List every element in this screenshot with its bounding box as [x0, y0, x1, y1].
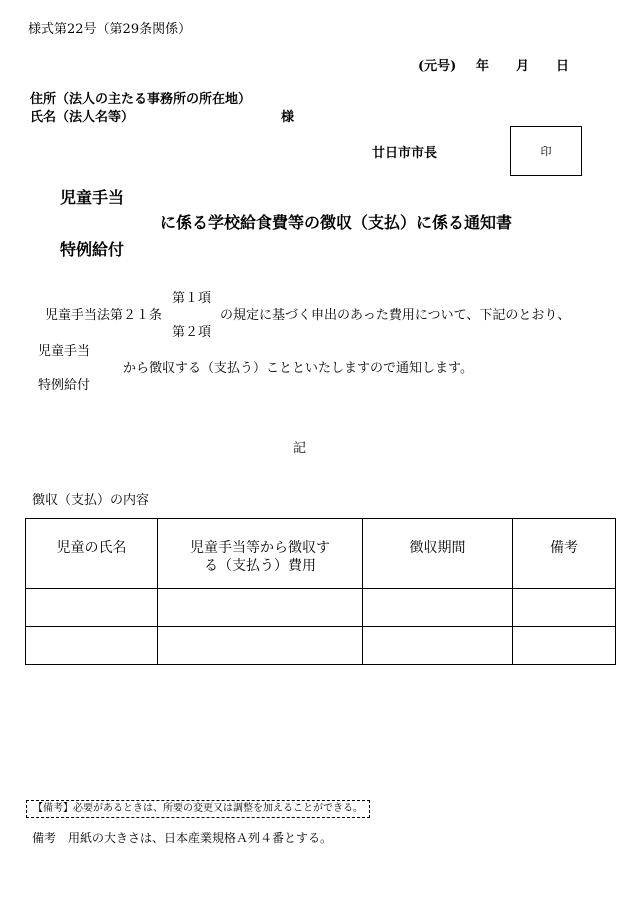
cell-collection-period[interactable]	[363, 627, 513, 665]
cell-remarks[interactable]	[513, 589, 616, 627]
form-number: 様式第22号（第29条関係）	[28, 22, 192, 37]
date-month: 月	[516, 59, 530, 74]
header-child-name: 児童の氏名	[26, 519, 158, 589]
header-remarks: 備考	[513, 519, 616, 589]
cell-child-name[interactable]	[26, 589, 158, 627]
seal-box	[510, 126, 582, 176]
table-row	[26, 589, 616, 627]
cell-collection-period[interactable]	[363, 589, 513, 627]
cell-child-name[interactable]	[26, 627, 158, 665]
ki-marker: 記	[293, 441, 307, 456]
clause-2: 第２項	[172, 325, 212, 340]
law-reference: 児童手当法第２１条	[45, 308, 163, 323]
date-era: (元号)	[418, 59, 457, 74]
address-label: 住所（法人の主たる事務所の所在地）	[30, 92, 252, 107]
section-label: 徴収（支払）の内容	[32, 493, 150, 508]
body-line-2: から徴収する（支払う）ことといたしますので通知します。	[123, 361, 473, 376]
cell-collection-fee[interactable]	[158, 589, 363, 627]
header-collection-fee-text: 児童手当等から徴収する（支払う）費用	[190, 540, 330, 575]
collection-table	[25, 518, 616, 665]
body-line-1: の規定に基づく申出のあった費用について、下記のとおり、	[220, 308, 571, 323]
header-collection-fee	[158, 519, 363, 589]
seal-label: 印	[540, 145, 552, 158]
issuer-name: 廿日市市長	[372, 146, 438, 161]
document-title: に係る学校給食費等の徴収（支払）に係る通知書	[160, 213, 513, 232]
cell-remarks[interactable]	[513, 627, 616, 665]
date-year: 年	[476, 59, 490, 74]
clause-1: 第１項	[172, 291, 212, 306]
body-option-child-allowance: 児童手当	[38, 344, 91, 359]
title-option-special-benefit: 特例給付	[60, 240, 125, 259]
header-collection-period: 徴収期間	[363, 519, 513, 589]
name-label: 氏名（法人名等）	[30, 110, 135, 125]
footer-note: 備考 用紙の大きさは、日本産業規格Ａ列４番とする。	[32, 831, 333, 845]
date-day: 日	[556, 59, 570, 74]
cell-collection-fee[interactable]	[158, 627, 363, 665]
table-header-row	[26, 519, 616, 589]
table-row	[26, 627, 616, 665]
boxed-note: 【備考】必要があるときは、所要の変更又は調整を加えることができる。	[26, 800, 370, 818]
body-option-special-benefit: 特例給付	[38, 378, 91, 393]
honorific: 様	[281, 110, 295, 125]
title-option-child-allowance: 児童手当	[60, 188, 125, 207]
